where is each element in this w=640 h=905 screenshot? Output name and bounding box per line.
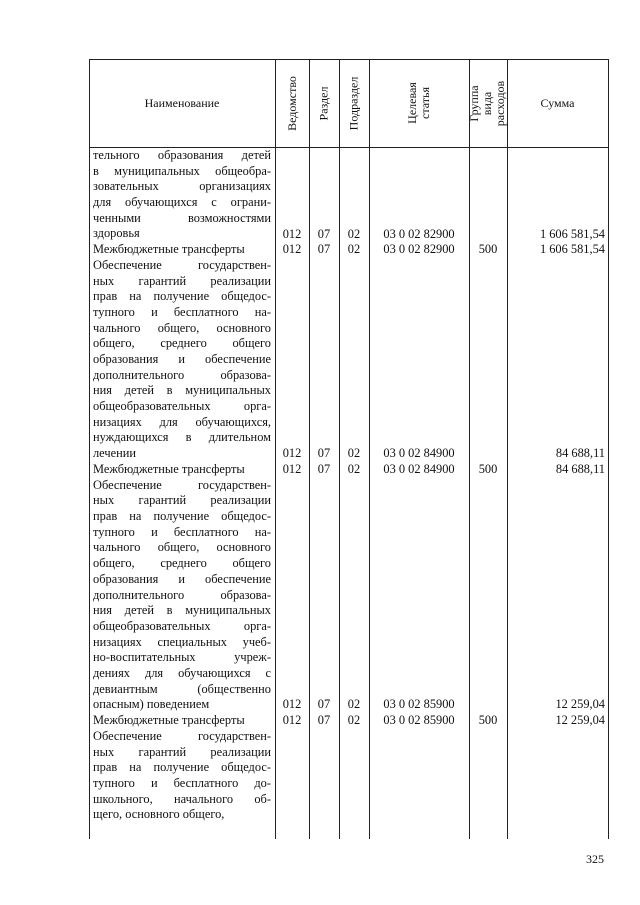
row-name-line: Обеспечение государствен- <box>93 728 271 743</box>
cell-podrazdel: 02 <box>347 242 361 257</box>
row-name-line: в муниципальных общеобра- <box>93 163 271 178</box>
header-name <box>89 59 275 147</box>
cell-gruppa: 500 <box>478 462 498 476</box>
cell-razdel: 07 <box>317 697 331 712</box>
col-border <box>89 59 90 839</box>
row-name-line: лечении <box>93 446 136 461</box>
row-name-line: здоровья <box>93 226 140 241</box>
header-celevaya <box>369 59 469 147</box>
row-name-line: зовательных организациях <box>93 179 271 194</box>
row-name-line: низациях для обучающихся, <box>93 414 271 429</box>
budget-table <box>89 59 609 839</box>
row-name <box>93 148 271 242</box>
header-razdel-text: Раздел <box>316 86 331 120</box>
row-name <box>93 478 271 713</box>
row-name-line: девиантным (общественно <box>93 681 271 696</box>
header-ved <box>275 59 309 147</box>
row-name-line: общего, среднего общего <box>93 336 271 351</box>
row-name-line: тупного и бесплатного на- <box>93 304 271 319</box>
cell-podrazdel: 02 <box>347 446 361 461</box>
cell-celevaya: 03 0 02 84900 <box>383 462 455 476</box>
cell-razdel: 07 <box>317 226 331 241</box>
cell-podrazdel: 02 <box>347 697 361 712</box>
row-name-line: тупного и бесплатного на- <box>93 524 271 539</box>
cell-gruppa: 500 <box>478 713 498 728</box>
cell-celevaya: 03 0 02 85900 <box>383 713 455 728</box>
row-name-line: Межбюджетные трансферты <box>93 462 245 476</box>
header-podrazdel-text: Подраздел <box>346 76 361 130</box>
row-name-line: образования и обеспечение <box>93 571 271 586</box>
cell-summa: 84 688,11 <box>555 446 605 461</box>
cell-ved: 012 <box>282 697 302 712</box>
row-name-line: опасным) поведением <box>93 697 210 712</box>
page-number: 325 <box>586 852 604 866</box>
row-name-line: но-воспитательных учреж- <box>93 650 271 665</box>
header-gruppa <box>469 59 507 147</box>
row-name-line: дополнительного образова- <box>93 587 271 602</box>
row-name-line: чального общего, основного <box>93 320 271 335</box>
cell-celevaya: 03 0 02 85900 <box>383 697 455 712</box>
cell-razdel: 07 <box>317 462 331 476</box>
row-name-line: дениях для обучающихся с <box>93 665 271 680</box>
row-name <box>93 242 271 258</box>
cell-ved: 012 <box>282 242 302 257</box>
header-celevaya-text: Целевая статья <box>405 82 432 124</box>
row-name-line: Обеспечение государствен- <box>93 257 271 272</box>
cell-podrazdel: 02 <box>347 713 361 728</box>
row-name-line: ния детей в муниципальных <box>93 603 271 618</box>
row-name <box>93 258 271 462</box>
row-name-line: прав на получение общедос- <box>93 289 271 304</box>
row-name-line: щего, основного общего, <box>93 807 225 822</box>
cell-celevaya: 03 0 02 84900 <box>383 446 455 461</box>
cell-ved: 012 <box>282 446 302 461</box>
row-name <box>93 462 271 478</box>
row-name-line: общего, среднего общего <box>93 556 271 571</box>
row-name-line: ных гарантий реализации <box>93 273 271 288</box>
row-name-line: ченными возможностями <box>93 210 271 225</box>
row-name-line: тупного и бесплатного до- <box>93 775 271 790</box>
row-name-line: низациях специальных учеб- <box>93 634 271 649</box>
cell-gruppa: 500 <box>478 242 498 257</box>
header-podrazdel <box>339 59 369 147</box>
cell-podrazdel: 02 <box>347 462 361 476</box>
row-name-line: школьного, начального об- <box>93 791 271 806</box>
row-name-line: общеобразовательных орга- <box>93 618 271 633</box>
cell-celevaya: 03 0 02 82900 <box>383 226 455 241</box>
header-ved-text: Ведомство <box>284 75 299 131</box>
row-name-line: Межбюджетные трансферты <box>93 242 245 257</box>
cell-summa: 1 606 581,54 <box>539 242 605 257</box>
row-name-line: Межбюджетные трансферты <box>93 713 245 728</box>
row-name-line: образования и обеспечение <box>93 352 271 367</box>
row-name-line: ных гарантий реализации <box>93 493 271 508</box>
cell-summa: 84 688,11 <box>555 462 605 476</box>
row-name <box>93 713 271 729</box>
row-name <box>93 729 271 823</box>
row-name-line: прав на получение общедос- <box>93 760 271 775</box>
header-name-text: Наименование <box>144 95 220 110</box>
row-name-line: прав на получение общедос- <box>93 509 271 524</box>
header-summa <box>507 59 608 147</box>
row-name-line: чального общего, основного <box>93 540 271 555</box>
header-gruppa-text: Группа вида расходов <box>467 80 508 126</box>
row-name-line: тельного образования детей <box>93 148 271 162</box>
row-name-line: для обучающихся с ограни- <box>93 195 271 210</box>
header-summa-text: Сумма <box>540 95 575 110</box>
cell-summa: 12 259,04 <box>555 713 605 728</box>
row-name-line: общеобразовательных орга- <box>93 399 271 414</box>
cell-podrazdel: 02 <box>347 226 361 241</box>
cell-summa: 1 606 581,54 <box>539 226 605 241</box>
row-name-line: Обеспечение государствен- <box>93 477 271 492</box>
cell-ved: 012 <box>282 226 302 241</box>
cell-razdel: 07 <box>317 713 331 728</box>
row-name-line: ния детей в муниципальных <box>93 383 271 398</box>
cell-ved: 012 <box>282 462 302 476</box>
cell-summa: 12 259,04 <box>555 697 605 712</box>
row-name-line: ных гарантий реализации <box>93 744 271 759</box>
cell-celevaya: 03 0 02 82900 <box>383 242 455 257</box>
col-border <box>608 59 609 839</box>
cell-ved: 012 <box>282 713 302 728</box>
cell-razdel: 07 <box>317 446 331 461</box>
header-razdel <box>309 59 339 147</box>
row-name-line: дополнительного образова- <box>93 367 271 382</box>
col-border <box>369 59 370 839</box>
row-name-line: нуждающихся в длительном <box>93 430 271 445</box>
cell-razdel: 07 <box>317 242 331 257</box>
